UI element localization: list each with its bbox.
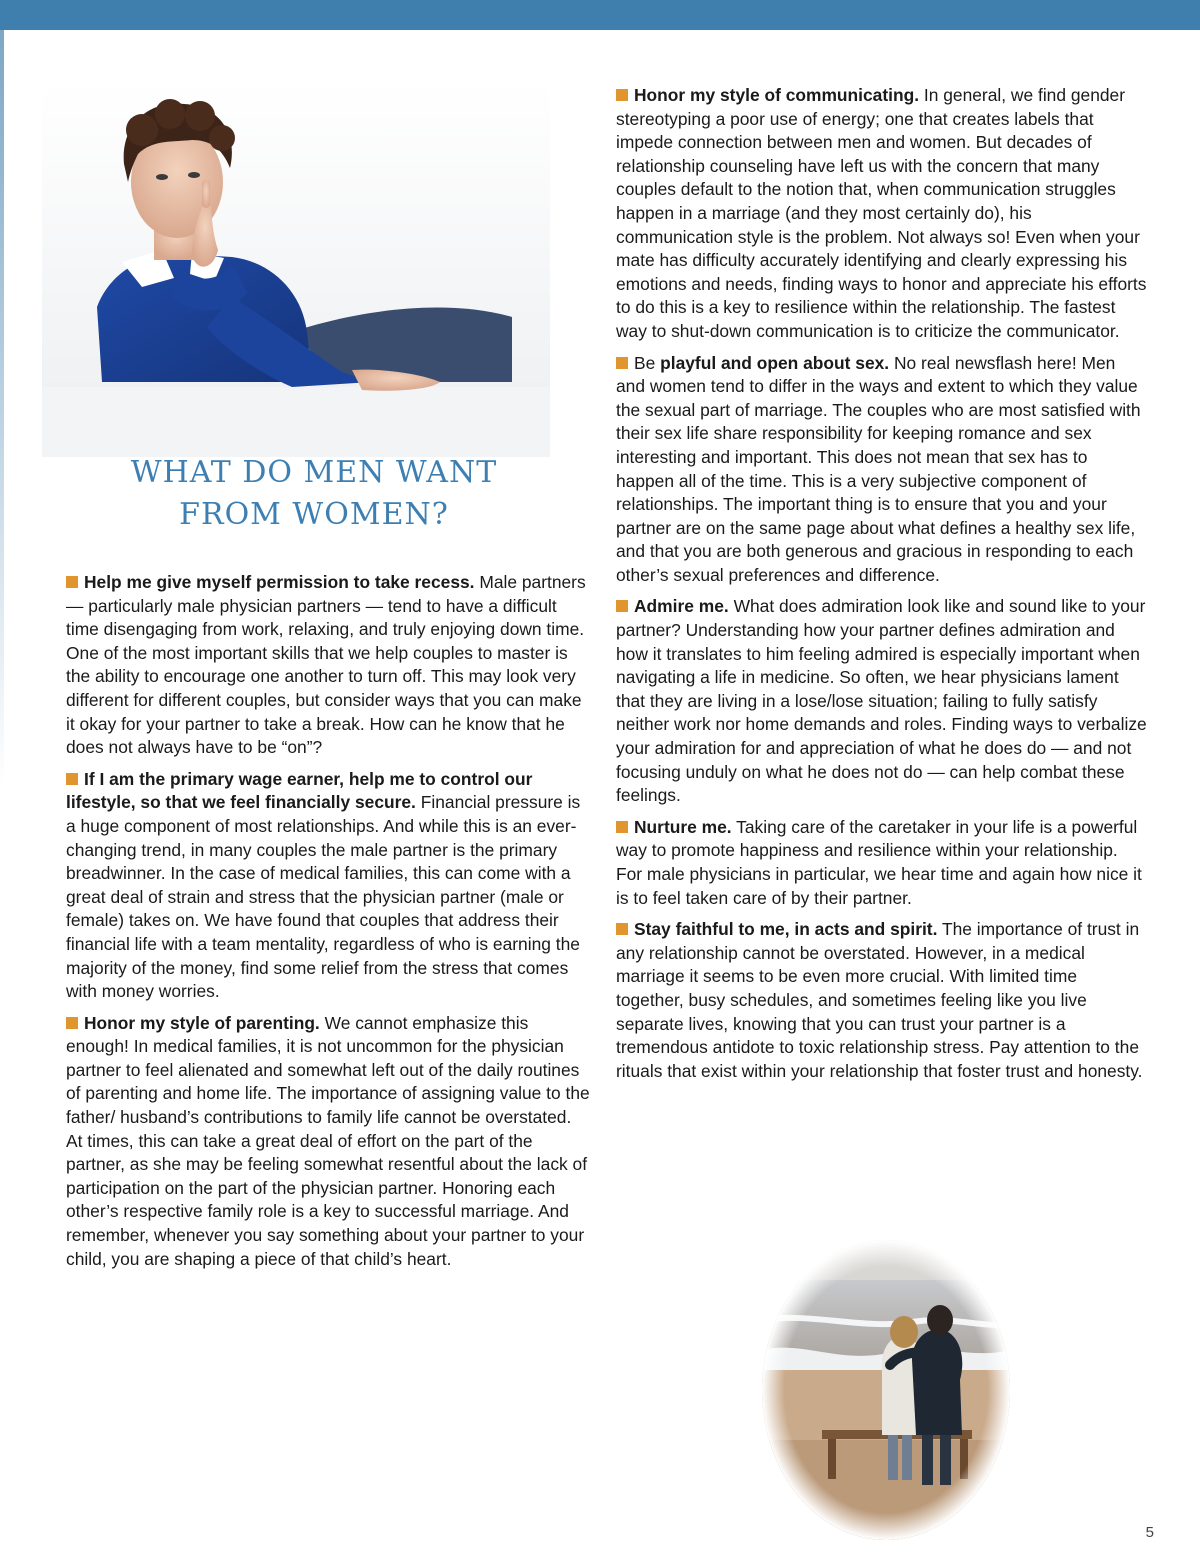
- square-bullet-icon: [616, 357, 628, 369]
- list-item: [66, 571, 590, 760]
- item-lead: Nurture me.: [634, 816, 732, 837]
- square-bullet-icon: [66, 1017, 78, 1029]
- square-bullet-icon: [616, 89, 628, 101]
- list-item: [616, 918, 1148, 1083]
- article-title: [42, 452, 586, 536]
- article-title-line-2: FROM WOMEN?: [179, 497, 449, 532]
- item-body: No real newsflash here! Men and women tend to differ in the ways and extent to which they value the sexual part of marriage. The couples who are most satisfied with their sex life share responsibility for keeping romance and sex interesting and important. This does not mean that sex has to happen all of the time. This is a very subjective component of relationships. The important thing is to ensure that you and your partner are on the same page about what defines a healthy sex life, and that you are both generous and gracious in responding to each other’s sexual preferences and difference.: [616, 352, 1141, 585]
- item-lead: Stay faithful to me, in acts and spirit.: [634, 919, 938, 940]
- article-title-line-1: WHAT DO MEN WANT: [130, 455, 498, 490]
- item-body: The importance of trust in any relationship cannot be overstated. However, in a medical marriage it seems to be even more crucial. With limited time together, busy schedules, and sometimes feeling like you live separate lives, knowing that you can trust your partner is a tremendous antidote to toxic relationship stress. Pay attention to the rituals that exist within your relationship that foster trust and honesty.: [616, 919, 1143, 1081]
- item-body: Taking care of the caretaker in your life is a powerful way to promote happiness and resilience within your relationship. For male physicians in particular, we hear time and again how nice it is to feel taken care of by their partner.: [616, 816, 1142, 908]
- page-number: 5: [1145, 1524, 1154, 1541]
- item-body: Male partners — particularly male physician partners — tend to have a difficult time disengaging from work, relaxing, and truly enjoying down time. One of the most important skills that we help couples to master is the ability to encourage one another to turn off. This may look very different for different couples, but consider ways that you can make it okay for your partner to take a break. How can he know that he does not always have to be “on”?: [66, 572, 586, 758]
- item-lead: Honor my style of communicating.: [634, 85, 920, 105]
- list-item: [616, 595, 1148, 807]
- list-item: [616, 84, 1148, 344]
- item-lead: Help me give myself permission to take recess.: [84, 572, 475, 592]
- item-lead: Admire me.: [634, 596, 729, 617]
- item-lead: Honor my style of parenting.: [84, 1012, 320, 1033]
- top-color-bar: [0, 0, 1200, 30]
- item-prefix: Be: [634, 352, 656, 373]
- couple-on-beach-bench-photo: [762, 1240, 1010, 1540]
- square-bullet-icon: [616, 821, 628, 833]
- item-body: What does admiration look like and sound like to your partner? Understanding how your partner defines admiration and how it translates to him feeling admired is especially important when navigating a life in medicine. So often, we hear physicians lament that they are living in a lose/lose situation; failing to fully satisfy neither work nor home demands and roles. Finding ways to verbalize your admiration for and appreciation of what he does do — and not focusing unduly on what he does not do — can help combat these feelings.: [616, 596, 1147, 806]
- man-shushing-photo: [42, 82, 550, 457]
- list-item: [66, 1012, 590, 1272]
- square-bullet-icon: [66, 576, 78, 588]
- square-bullet-icon: [66, 773, 78, 785]
- left-column: [66, 571, 590, 1279]
- list-item: [616, 352, 1148, 588]
- square-bullet-icon: [616, 923, 628, 935]
- item-body: In general, we find gender stereotyping a poor use of energy; one that creates labels that impede connection between men and women. But decades of relationship counseling have left us with the concern that many couples default to the notion that, when communication struggles happen in a marriage (and they most certainly do), his communication style is the problem. Not always so! Even when your mate has difficulty accurately identifying and clearly expressing his emotions and needs, finding ways to honor and appreciate his efforts to do this is a key to resilience within the relationship. The fastest way to shut-down communication is to criticize the communicator.: [616, 85, 1147, 341]
- item-body: We cannot emphasize this enough! In medical families, it is not uncommon for the physician partner to feel alienated and somewhat left out of the daily routines of parenting and home life. The importance of assigning value to the father/ husband’s contributions to family life cannot be overstated. At times, this can take a great deal of effort on the part of the partner, as she may be feeling somewhat resentful about the lack of participation on the part of the physician partner. Honoring each other’s respective family role is a key to successful marriage. And remember, whenever you say something about your partner to your child, you are shaping a piece of that child’s heart.: [66, 1012, 590, 1269]
- list-item: [66, 768, 590, 1004]
- right-column: [616, 84, 1148, 1091]
- square-bullet-icon: [616, 600, 628, 612]
- item-body: Financial pressure is a huge component of most relationships. And while this is an ever-changing trend, in many couples the male partner is the primary breadwinner. In the case of medical families, this can come with a great deal of strain and stress that the physician partner (male or female) takes on. We have found that couples that address their financial life with a team mentality, regardless of who is earning the majority of the money, find some relief from the stress that comes with money worries.: [66, 792, 581, 1002]
- item-lead: If I am the primary wage earner, help me to control our lifestyle, so that we feel financially secure.: [66, 768, 533, 813]
- item-lead: playful and open about sex.: [660, 352, 890, 373]
- left-edge-gradient: [0, 30, 4, 790]
- list-item: [616, 816, 1148, 910]
